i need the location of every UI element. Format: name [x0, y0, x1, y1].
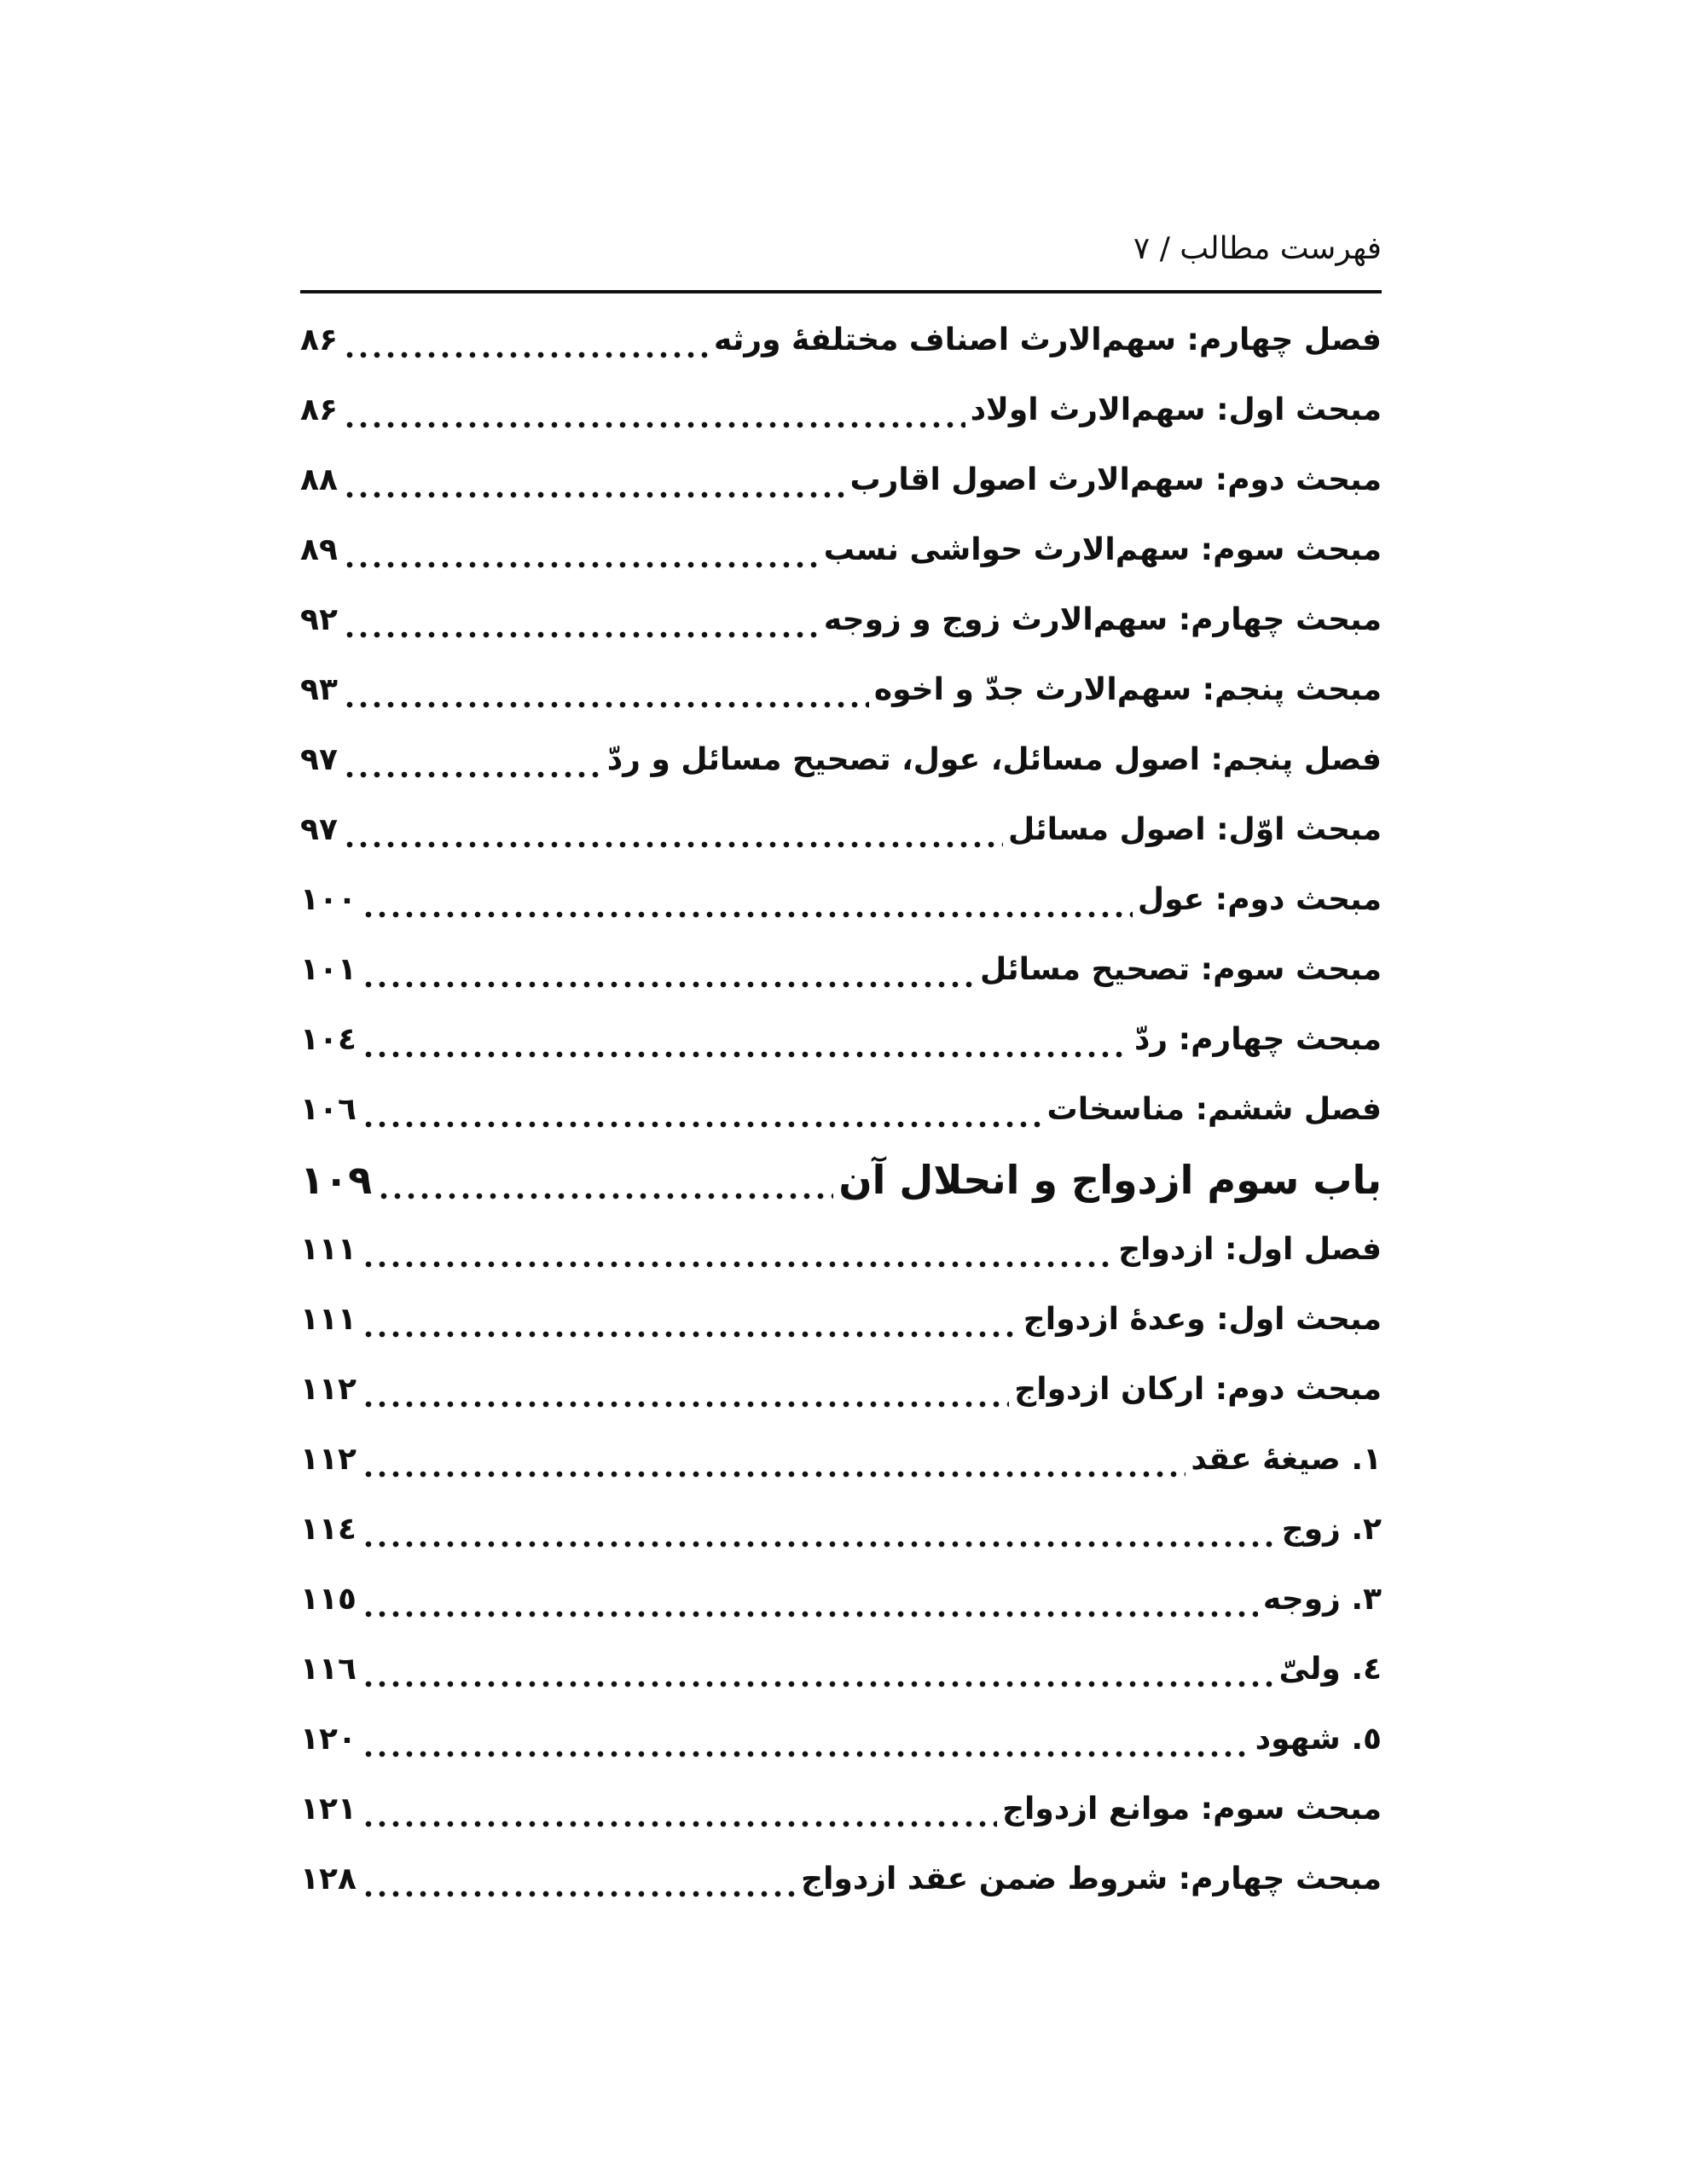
toc-entry-item[interactable] — [300, 1635, 1382, 1705]
header-rule — [300, 290, 1382, 293]
toc-entry-chapter[interactable] — [300, 1215, 1382, 1285]
toc-entry-title: مبحث اول: وعدهٔ ازدواج — [1023, 1302, 1382, 1337]
dot-leader — [343, 585, 819, 655]
toc-entry-page-number: ۹۳ — [300, 672, 338, 707]
dot-leader — [362, 935, 975, 1005]
toc-entry-title: مبحث سوم: موانع ازدواج — [1002, 1792, 1382, 1827]
toc-entry-section[interactable] — [300, 1355, 1382, 1425]
running-title: فهرست مطالب / ۷ — [1133, 231, 1382, 266]
dot-leader — [343, 305, 709, 375]
dot-leader — [343, 725, 602, 795]
table-of-contents — [300, 305, 1382, 1914]
dot-leader — [362, 1635, 1274, 1705]
toc-entry-page-number: ۱۱۲ — [300, 1442, 357, 1477]
toc-entry-title: فصل اول: ازدواج — [1118, 1232, 1382, 1267]
toc-entry-page-number: ۱۱۱ — [300, 1302, 357, 1337]
toc-entry-title: باب سوم ازدواج و انحلال آن — [838, 1157, 1382, 1203]
toc-entry-item[interactable] — [300, 1495, 1382, 1565]
toc-entry-title: مبحث سوم: سهم‌الارث حواشی نسب — [823, 532, 1382, 567]
toc-entry-item[interactable] — [300, 1705, 1382, 1774]
dot-leader — [362, 1844, 796, 1914]
toc-entry-title: مبحث چهارم: سهم‌الارث زوج و زوجه — [823, 602, 1382, 637]
toc-entry-section[interactable] — [300, 585, 1382, 655]
toc-entry-section[interactable] — [300, 1005, 1382, 1075]
toc-entry-title: ۱. صیغهٔ عقد — [1191, 1442, 1382, 1477]
dot-leader — [343, 375, 965, 445]
toc-entry-part[interactable] — [300, 1145, 1382, 1215]
toc-entry-item[interactable] — [300, 1565, 1382, 1635]
toc-entry-title: ۲. زوج — [1281, 1512, 1382, 1547]
dot-leader — [362, 1565, 1258, 1635]
toc-entry-page-number: ۸۸ — [300, 462, 338, 497]
toc-entry-title: مبحث دوم: عول — [1137, 882, 1382, 917]
toc-entry-page-number: ۱۱۱ — [300, 1232, 357, 1267]
running-header — [300, 224, 1382, 275]
toc-entry-title: مبحث اوّل: اصول مسائل — [1007, 812, 1382, 847]
toc-entry-title: فصل ششم: مناسخات — [1046, 1092, 1382, 1127]
toc-entry-page-number: ۸۹ — [300, 532, 338, 567]
toc-entry-title: مبحث چهارم: ردّ — [1133, 1022, 1382, 1057]
toc-entry-item[interactable] — [300, 1425, 1382, 1495]
dot-leader — [343, 795, 1003, 865]
toc-entry-page-number: ۱۱٦ — [300, 1652, 357, 1687]
toc-entry-chapter[interactable] — [300, 1075, 1382, 1145]
toc-entry-title: ٥. شهود — [1255, 1722, 1382, 1757]
toc-entry-page-number: ۹۷ — [300, 812, 338, 847]
toc-entry-page-number: ۱۰٦ — [300, 1092, 357, 1127]
toc-entry-section[interactable] — [300, 1774, 1382, 1844]
dot-leader — [362, 1495, 1277, 1565]
toc-entry-title: ٤. ولیّ — [1278, 1652, 1382, 1687]
toc-entry-page-number: ۱۲۰ — [300, 1722, 357, 1757]
dot-leader — [377, 1145, 833, 1215]
toc-entry-section[interactable] — [300, 865, 1382, 935]
toc-entry-title: مبحث دوم: ارکان ازدواج — [1014, 1372, 1382, 1407]
toc-entry-section[interactable] — [300, 1844, 1382, 1914]
toc-entry-page-number: ۱۰۱ — [300, 952, 357, 987]
dot-leader — [362, 1075, 1042, 1145]
toc-entry-title: ۳. زوجه — [1262, 1582, 1382, 1617]
toc-entry-page-number: ۱۱٥ — [300, 1582, 357, 1617]
toc-entry-title: مبحث دوم: سهم‌الارث اصول اقارب — [849, 462, 1382, 497]
toc-entry-section[interactable] — [300, 655, 1382, 725]
toc-entry-section[interactable] — [300, 375, 1382, 445]
dot-leader — [362, 1005, 1129, 1075]
toc-entry-section[interactable] — [300, 1285, 1382, 1355]
toc-entry-page-number: ۱۲۱ — [300, 1792, 357, 1827]
dot-leader — [343, 655, 869, 725]
toc-entry-page-number: ۱۲۸ — [300, 1862, 357, 1896]
toc-entry-page-number: ۹۷ — [300, 742, 338, 777]
dot-leader — [362, 1705, 1250, 1774]
toc-entry-page-number: ۱۰٤ — [300, 1022, 357, 1057]
toc-entry-title: مبحث چهارم: شروط ضمن عقد ازدواج — [801, 1862, 1382, 1896]
dot-leader — [343, 445, 845, 515]
toc-entry-title: فصل چهارم: سهم‌الارث اصناف مختلفهٔ ورثه — [714, 322, 1382, 357]
toc-entry-page-number: ۸۶ — [300, 392, 338, 427]
toc-entry-page-number: ۱۱۲ — [300, 1372, 357, 1407]
dot-leader — [362, 1774, 997, 1844]
toc-entry-section[interactable] — [300, 445, 1382, 515]
dot-leader — [362, 865, 1133, 935]
toc-entry-page-number: ۸۶ — [300, 322, 338, 357]
dot-leader — [362, 1215, 1113, 1285]
toc-entry-title: فصل پنجم: اصول مسائل، عول، تصحیح مسائل و ردّ — [606, 742, 1382, 777]
toc-entry-title: مبحث پنجم: سهم‌الارث جدّ و اخوه — [873, 672, 1382, 707]
toc-entry-title: مبحث سوم: تصحیح مسائل — [979, 952, 1382, 987]
toc-entry-title: مبحث اول: سهم‌الارث اولاد — [970, 392, 1382, 427]
toc-entry-chapter[interactable] — [300, 725, 1382, 795]
dot-leader — [362, 1355, 1009, 1425]
toc-entry-section[interactable] — [300, 795, 1382, 865]
toc-entry-page-number: ۱۱٤ — [300, 1512, 357, 1547]
toc-entry-section[interactable] — [300, 935, 1382, 1005]
dot-leader — [343, 515, 819, 585]
toc-entry-page-number: ۱۰۰ — [300, 882, 357, 917]
dot-leader — [362, 1425, 1186, 1495]
toc-entry-page-number: ۹۲ — [300, 602, 338, 637]
toc-entry-chapter[interactable] — [300, 305, 1382, 375]
toc-entry-section[interactable] — [300, 515, 1382, 585]
dot-leader — [362, 1285, 1018, 1355]
toc-entry-page-number: ۱۰۹ — [300, 1157, 373, 1203]
